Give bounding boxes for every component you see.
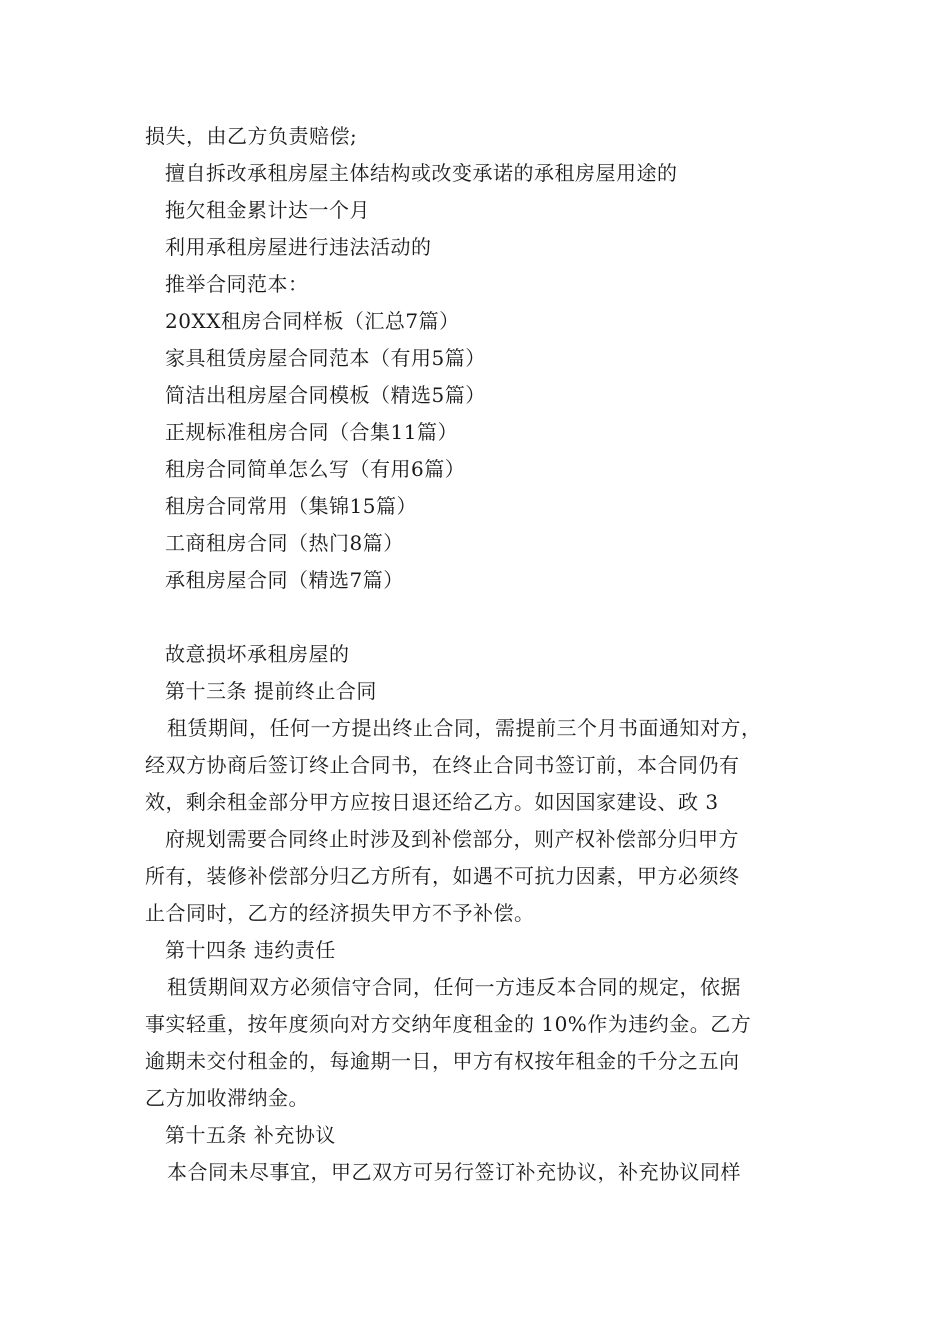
paragraph-line: 乙方加收滞纳金。 <box>145 1086 309 1110</box>
template-link-item[interactable]: 工商租房合同（热门8篇） <box>165 531 404 555</box>
paragraph-line: 租赁期间，任何一方提出终止合同，需提前三个月书面通知对方， <box>167 716 762 740</box>
template-link-item[interactable]: 租房合同常用（集锦15篇） <box>165 494 417 518</box>
document-body <box>145 118 835 1191</box>
paragraph-line: 效，剩余租金部分甲方应按日退还给乙方。如因国家建设、政 3 <box>145 790 719 814</box>
paragraph-line: 府规划需要合同终止时涉及到补偿部分，则产权补偿部分归甲方 <box>165 827 739 851</box>
paragraph-line: 止合同时，乙方的经济损失甲方不予补偿。 <box>145 901 535 925</box>
section-heading: 第十三条 提前终止合同 <box>165 679 377 703</box>
text-line: 故意损坏承租房屋的 <box>165 642 350 666</box>
text-line: 擅自拆改承租房屋主体结构或改变承诺的承租房屋用途的 <box>165 161 678 185</box>
section-heading: 第十四条 违约责任 <box>165 938 336 962</box>
template-link-item[interactable]: 正规标准租房合同（合集11篇） <box>165 420 458 444</box>
paragraph-line: 经双方协商后签订终止合同书，在终止合同书签订前，本合同仍有 <box>145 753 740 777</box>
template-link-item[interactable]: 20XX租房合同样板（汇总7篇） <box>165 309 460 333</box>
paragraph-line: 事实轻重，按年度须向对方交纳年度租金的 10%作为违约金。乙方 <box>145 1012 752 1036</box>
text-line: 拖欠租金累计达一个月 <box>165 198 370 222</box>
text-line: 损失，由乙方负责赔偿; <box>145 124 358 148</box>
blank-line <box>145 599 835 636</box>
text-line: 推举合同范本： <box>165 272 309 296</box>
paragraph-line: 所有，装修补偿部分归乙方所有，如遇不可抗力因素，甲方必须终 <box>145 864 740 888</box>
text-line: 利用承租房屋进行违法活动的 <box>165 235 432 259</box>
paragraph-line: 逾期未交付租金的，每逾期一日，甲方有权按年租金的千分之五向 <box>145 1049 740 1073</box>
template-link-item[interactable]: 租房合同简单怎么写（有用6篇） <box>165 457 466 481</box>
paragraph-line: 租赁期间双方必须信守合同，任何一方违反本合同的规定，依据 <box>167 975 741 999</box>
section-heading: 第十五条 补充协议 <box>165 1123 336 1147</box>
template-link-item[interactable]: 家具租赁房屋合同范本（有用5篇） <box>165 346 486 370</box>
template-link-item[interactable]: 简洁出租房屋合同模板（精选5篇） <box>165 383 486 407</box>
paragraph-line: 本合同未尽事宜，甲乙双方可另行签订补充协议，补充协议同样 <box>167 1160 741 1184</box>
template-link-item[interactable]: 承租房屋合同（精选7篇） <box>165 568 404 592</box>
